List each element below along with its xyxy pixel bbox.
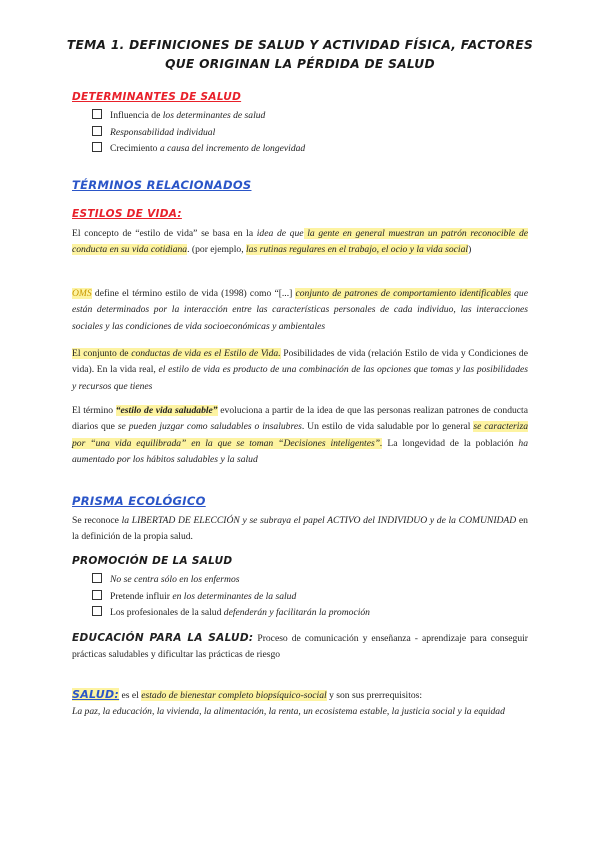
salud-label: SALUD: <box>72 688 120 701</box>
paragraph-salud: SALUD: es el estado de bienestar completo biopsíquico-social y son sus prerrequisitos: La paz, la educación, la vivienda, la alimentación, la renta, un ecosistema estable, la justicia social y la equidad <box>72 688 505 718</box>
heading-prisma: PRISMA ECOLÓGICO <box>72 494 206 508</box>
list-item: Influencia de los determinantes de salud <box>92 108 305 125</box>
paragraph-conjunto: El conjunto de conductas de vida es el Estilo de Vida. Posibilidades de vida (relación Estilo de vida y Condiciones de vida). En la vida real, el estilo de vida es producto de una combinación de las opciones que tomas y las posibilidades y recursos que tienes <box>72 348 528 392</box>
checkbox-icon[interactable] <box>92 142 102 152</box>
heading-estilos: ESTILOS DE VIDA: <box>72 208 182 220</box>
educacion-label: EDUCACIÓN PARA LA SALUD: <box>72 632 254 644</box>
heading-terminos: TÉRMINOS RELACIONADOS <box>72 178 252 192</box>
title-line-2: QUE ORIGINAN LA PÉRDIDA DE SALUD <box>165 57 435 71</box>
heading-determinantes: DETERMINANTES DE SALUD <box>72 91 242 103</box>
checkbox-icon[interactable] <box>92 573 102 583</box>
paragraph-concepto: El concepto de “estilo de vida” se basa en la idea de que la gente en general muestran un patrón reconocible de conducta en su vida cotidiana. (por ejemplo, las rutinas regulares en el trabajo, el ocio y la vida social) <box>72 228 528 256</box>
paragraph-saludable: El término “estilo de vida saludable” evoluciona a partir de la idea de que las personas realizan patrones de conducta diarios que se pueden juzgar como saludables o insalubres. Un estilo de vida saludable por lo general se caracteriza por “una vida equilibrada” en la que se toman “Decisiones inteligentes”. La longevidad de la población ha aumentado por los hábitos saludables y la salud <box>72 405 528 465</box>
checkbox-icon[interactable] <box>92 109 102 119</box>
paragraph-oms: OMS define el término estilo de vida (1998) como “[...] conjunto de patrones de comportamiento identificables que están determinados por la interacción entre las características personales de cada individuo, las interacciones sociales y las condiciones de vida socioeconómicas y ambientales <box>72 288 528 332</box>
page-title <box>60 36 540 74</box>
determinantes-list <box>92 108 305 158</box>
paragraph-prisma: Se reconoce la LIBERTAD DE ELECCIÓN y se subraya el papel ACTIVO del INDIVIDUO y de la COMUNIDAD en la definición de la propia salud. <box>72 515 528 543</box>
checkbox-icon[interactable] <box>92 590 102 600</box>
list-item: Pretende influir en los determinantes de la salud <box>92 589 370 606</box>
list-item: Los profesionales de la salud defenderán y facilitarán la promoción <box>92 605 370 622</box>
list-item: No se centra sólo en los enfermos <box>92 572 370 589</box>
paragraph-educacion: EDUCACIÓN PARA LA SALUD: Proceso de comunicación y enseñanza - aprendizaje para conseguir prácticas saludables y dificultar las prácticas de riesgo <box>72 632 528 661</box>
title-line-1: TEMA 1. DEFINICIONES DE SALUD Y ACTIVIDAD FÍSICA, FACTORES <box>66 38 534 52</box>
checkbox-icon[interactable] <box>92 126 102 136</box>
checkbox-icon[interactable] <box>92 606 102 616</box>
list-item: Responsabilidad individual <box>92 125 305 142</box>
heading-promocion: PROMOCIÓN DE LA SALUD <box>72 555 233 567</box>
promocion-list <box>92 572 370 622</box>
list-item: Crecimiento a causa del incremento de longevidad <box>92 141 305 158</box>
